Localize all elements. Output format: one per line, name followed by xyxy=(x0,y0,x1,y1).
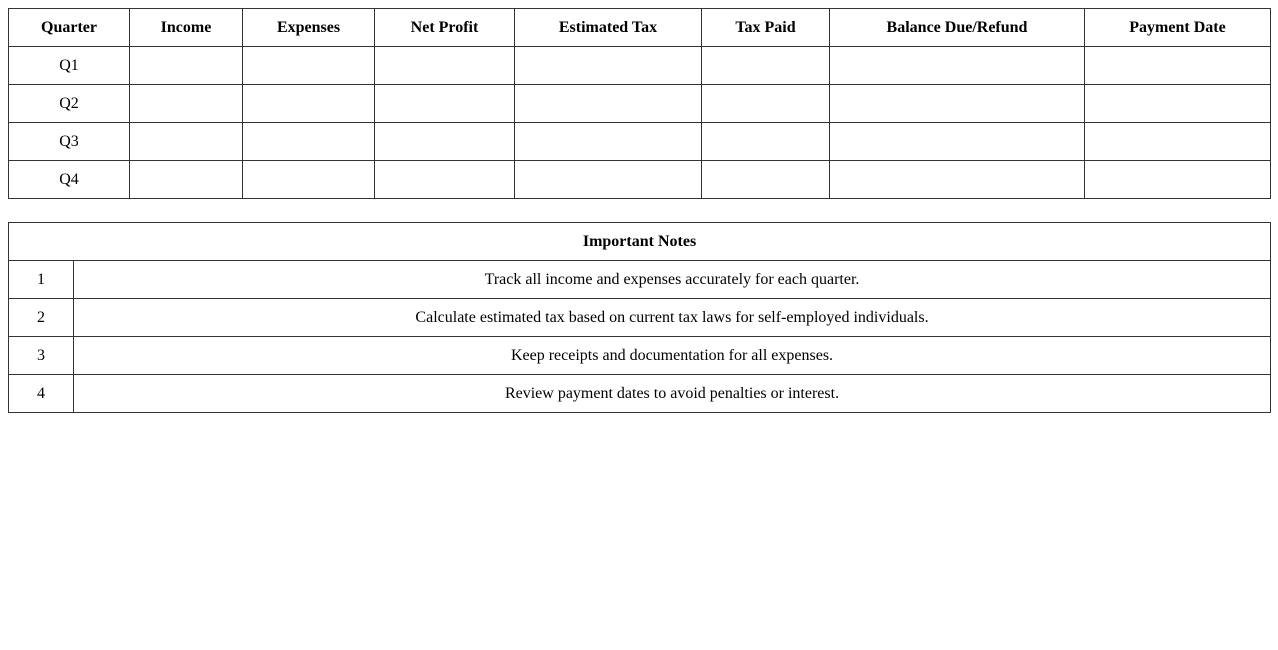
income-cell xyxy=(130,47,243,85)
tax-paid-cell xyxy=(702,161,830,199)
tax-paid-cell xyxy=(702,47,830,85)
estimated-tax-cell xyxy=(515,161,702,199)
expenses-cell xyxy=(243,161,375,199)
estimated-tax-cell xyxy=(515,123,702,161)
payment-date-cell xyxy=(1085,161,1271,199)
note-number: 1 xyxy=(9,261,74,299)
net-profit-cell xyxy=(375,47,515,85)
estimated-tax-cell xyxy=(515,47,702,85)
note-text: Keep receipts and documentation for all expenses. xyxy=(74,337,1271,375)
column-header-payment-date: Payment Date xyxy=(1085,9,1271,47)
payment-date-cell xyxy=(1085,85,1271,123)
note-text: Calculate estimated tax based on current tax laws for self-employed individuals. xyxy=(74,299,1271,337)
expenses-cell xyxy=(243,47,375,85)
expenses-cell xyxy=(243,123,375,161)
quarter-cell: Q1 xyxy=(9,47,130,85)
payment-date-cell xyxy=(1085,47,1271,85)
tax-paid-cell xyxy=(702,85,830,123)
table-row xyxy=(9,85,1271,123)
column-header-net-profit: Net Profit xyxy=(375,9,515,47)
expenses-cell xyxy=(243,85,375,123)
note-row xyxy=(9,261,1271,299)
note-number: 4 xyxy=(9,375,74,413)
quarter-cell: Q4 xyxy=(9,161,130,199)
column-header-estimated-tax: Estimated Tax xyxy=(515,9,702,47)
note-text: Track all income and expenses accurately for each quarter. xyxy=(74,261,1271,299)
quarter-cell: Q2 xyxy=(9,85,130,123)
notes-title: Important Notes xyxy=(9,223,1271,261)
tax-paid-cell xyxy=(702,123,830,161)
note-row xyxy=(9,375,1271,413)
table-row xyxy=(9,123,1271,161)
column-header-balance-due-refund: Balance Due/Refund xyxy=(830,9,1085,47)
payment-date-cell xyxy=(1085,123,1271,161)
note-row xyxy=(9,337,1271,375)
net-profit-cell xyxy=(375,85,515,123)
balance-due-refund-cell xyxy=(830,47,1085,85)
column-header-income: Income xyxy=(130,9,243,47)
important-notes-table xyxy=(8,222,1271,413)
balance-due-refund-cell xyxy=(830,161,1085,199)
income-cell xyxy=(130,85,243,123)
net-profit-cell xyxy=(375,123,515,161)
estimated-tax-cell xyxy=(515,85,702,123)
note-number: 3 xyxy=(9,337,74,375)
net-profit-cell xyxy=(375,161,515,199)
table-row xyxy=(9,161,1271,199)
column-header-expenses: Expenses xyxy=(243,9,375,47)
note-number: 2 xyxy=(9,299,74,337)
notes-header-row xyxy=(9,223,1271,261)
income-cell xyxy=(130,123,243,161)
quarterly-tax-table xyxy=(8,8,1271,199)
column-header-quarter: Quarter xyxy=(9,9,130,47)
note-row xyxy=(9,299,1271,337)
column-header-tax-paid: Tax Paid xyxy=(702,9,830,47)
balance-due-refund-cell xyxy=(830,85,1085,123)
table-row xyxy=(9,47,1271,85)
table-header-row xyxy=(9,9,1271,47)
income-cell xyxy=(130,161,243,199)
balance-due-refund-cell xyxy=(830,123,1085,161)
note-text: Review payment dates to avoid penalties or interest. xyxy=(74,375,1271,413)
quarter-cell: Q3 xyxy=(9,123,130,161)
